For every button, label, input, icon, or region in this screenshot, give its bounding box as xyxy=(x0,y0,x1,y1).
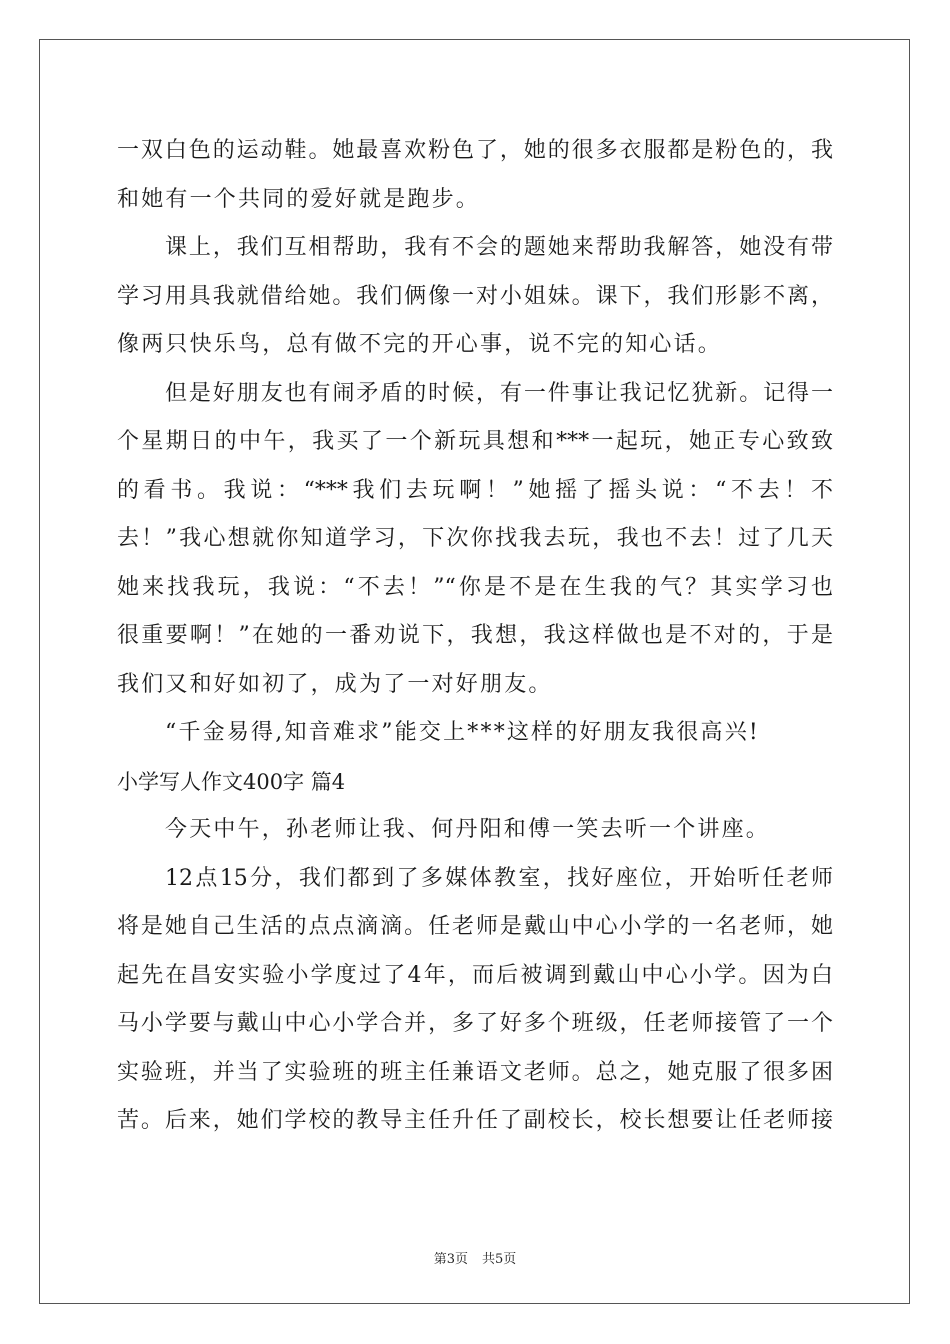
text-line: 学习用具我就借给她。我们俩像一对小姐妹。课下，我们形影不离， xyxy=(117,283,833,309)
text-line: 课上，我们互相帮助，我有不会的题她来帮助我解答，她没有带 xyxy=(165,235,833,260)
text-line: 像两只快乐鸟，总有做不完的开心事，说不完的知心话。 xyxy=(117,332,723,357)
text-line: 一双白色的运动鞋。她最喜欢粉色了，她的很多衣服都是粉色的，我 xyxy=(117,138,833,163)
text-line: 将是她自己生活的点点滴滴。任老师是戴山中心小学的一名老师，她 xyxy=(117,914,833,939)
text-line: 起先在昌安实验小学度过了4年，而后被调到戴山中心小学。因为白 xyxy=(117,962,833,988)
page-number: 第3页 xyxy=(433,1252,468,1267)
text-line: 马小学要与戴山中心小学合并，多了好多个班级，任老师接管了一个 xyxy=(117,1011,833,1036)
page-total: 共5页 xyxy=(482,1252,517,1267)
text-line: 很重要啊！”在她的一番劝说下，我想，我这样做也是不对的，于是 xyxy=(117,623,833,648)
text-line: 的看书。我说：“***我们去玩啊！”她摇了摇头说：“不去！不 xyxy=(117,477,833,503)
text-line: 她来找我玩，我说：“不去！”“你是不是在生我的气？其实学习也 xyxy=(117,574,833,600)
text-line: 去！”我心想就你知道学习，下次你找我去玩，我也不去！过了几天 xyxy=(117,526,833,551)
text-line: 但是好朋友也有闹矛盾的时候，有一件事让我记忆犹新。记得一 xyxy=(165,380,833,406)
text-line: “千金易得,知音难求”能交上***这样的好朋友我很高兴! xyxy=(165,720,760,745)
text-line: 12点15分，我们都到了多媒体教室，找好座位，开始听任老师 xyxy=(165,865,833,891)
section-heading: 小学写人作文400字 篇4 xyxy=(117,769,346,794)
text-line: 实验班，并当了实验班的班主任兼语文老师。总之，她克服了很多困 xyxy=(117,1059,833,1085)
page-footer xyxy=(0,1248,950,1267)
text-line: 苦。后来，她们学校的教导主任升任了副校长，校长想要让任老师接 xyxy=(117,1108,833,1133)
text-line: 我们又和好如初了，成为了一对好朋友。 xyxy=(117,671,553,697)
text-line: 今天中午，孙老师让我、何丹阳和傅一笑去听一个讲座。 xyxy=(165,817,771,842)
text-line: 个星期日的中午，我买了一个新玩具想和***一起玩，她正专心致致 xyxy=(117,429,833,454)
document-body xyxy=(117,127,833,1146)
text-line: 和她有一个共同的爱好就是跑步。 xyxy=(117,186,481,212)
